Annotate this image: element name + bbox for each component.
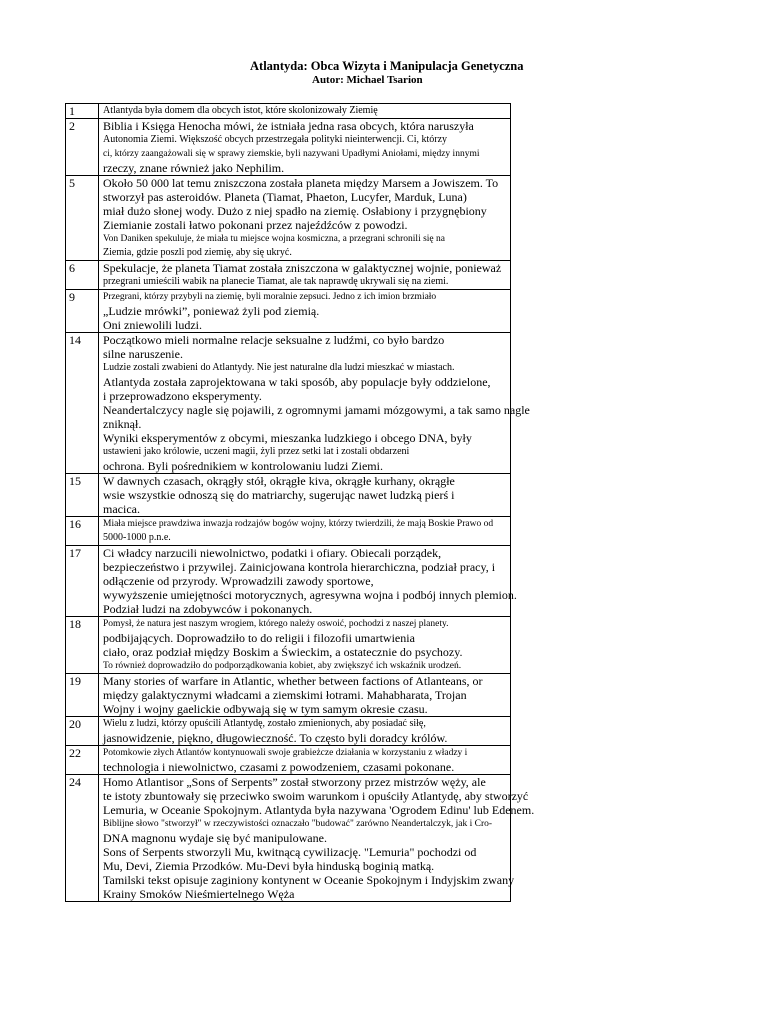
row-text-cell [99,290,511,333]
text-line: Ziemia, gdzie poszli pod ziemię, aby się ukryć. [103,247,292,258]
text-line: między galaktycznymi władcami a ziemskimi łotrami. Mahabharata, Trojan [103,688,467,702]
text-line: wsie wszystkie odnoszą się do matriarchy, sugerując nawet ludzką pierś i [103,488,455,502]
row-text-cell [99,674,511,717]
table-row [66,474,511,517]
row-number: 18 [66,617,99,674]
row-text-cell [99,617,511,674]
text-line: Spekulacje, że planeta Tiamat została zniszczona w galaktycznej wojnie, ponieważ [103,261,502,275]
table-row [66,333,511,474]
text-line: Neandertalczycy nagle się pojawili, z ogromnymi jamami mózgowymi, a tak samo nagle [103,403,530,417]
table-row [66,290,511,333]
text-line: Autonomia Ziemi. Większość obcych przestrzegała polityki nieinterwencji. Ci, którzy [103,134,448,145]
table-row [66,119,511,176]
text-line: Homo Atlantisor „Sons of Serpents” został stworzony przez mistrzów węży, ale [103,775,486,789]
table-row [66,546,511,617]
row-number: 9 [66,290,99,333]
row-number: 14 [66,333,99,474]
text-line: podbijających. Doprowadziło to do religii i filozofii umartwienia [103,631,415,645]
row-text-cell [99,333,530,474]
text-line: Ziemianie zostali łatwo pokonani przez najeźdźców z powodzi. [103,218,408,232]
table-row [66,775,511,902]
text-line: jasnowidzenie, piękno, długowieczność. To często byli doradcy królów. [103,731,448,745]
text-line: Von Daniken spekuluje, że miała tu miejsce wojna kosmiczna, a przegrani schronili się na [103,234,445,244]
text-line: W dawnych czasach, okrągły stół, okrągłe kiva, okrągłe kurhany, okrągłe [103,474,455,488]
row-number: 16 [66,517,99,546]
row-number: 5 [66,176,99,261]
text-line: 5000-1000 p.n.e. [103,532,171,543]
row-text-cell [99,104,511,119]
row-text-cell [99,775,535,902]
row-number: 6 [66,261,99,290]
row-text-cell [99,261,511,290]
text-line: Wielu z ludzi, którzy opuścili Atlantydę, zostało zmienionych, aby posiadać siłę, [103,718,426,729]
text-line: „Ludzie mrówki”, ponieważ żyli pod ziemią. [103,304,320,318]
text-line: DNA magnonu wydaje się być manipulowane. [103,831,327,845]
row-number: 19 [66,674,99,717]
text-line: silne naruszenie. [103,347,183,361]
text-line: Krainy Smoków Nieśmiertelnego Węża [103,887,295,901]
text-line: Oni zniewolili ludzi. [103,318,202,332]
text-line: Przegrani, którzy przybyli na ziemię, byli moralnie zepsuci. Jedno z ich imion brzmiało [103,292,437,302]
table-row [66,176,511,261]
row-number: 2 [66,119,99,176]
row-text-cell [99,717,511,746]
text-line: ochrona. Byli pośrednikiem w kontrolowaniu ludzi Ziemi. [103,459,383,473]
row-text-cell [99,746,511,775]
table-row [66,517,511,546]
row-text-cell [99,119,511,176]
text-line: zniknął. [103,417,142,431]
table-row [66,746,511,775]
row-number: 15 [66,474,99,517]
text-line: wywyższenie umiejętności motorycznych, agresywna wojna i podbój innych plemion. [103,588,517,602]
row-number: 20 [66,717,99,746]
table-row [66,104,511,119]
text-line: rzeczy, znane również jako Nephilim. [103,161,285,175]
text-line: ciało, oraz podział między Boskim a Świeckim, a ostatecznie do psychozy. [103,645,463,659]
text-line: Sons of Serpents stworzyli Mu, kwitnącą cywilizację. "Lemuria" pochodzi od [103,845,477,859]
text-line: Biblijne słowo "stworzył" w rzeczywistości oznaczało "budować" zarówno Neandertalczyk, jak i Cro- [103,819,493,829]
text-line: Mu, Devi, Ziemia Przodków. Mu-Devi była hinduską boginią matką. [103,859,435,873]
table-row [66,674,511,717]
text-line: technologia i niewolnictwo, czasami z powodzeniem, czasami pokonane. [103,760,455,774]
text-line: Many stories of warfare in Atlantic, whether between factions of Atlanteans, or [103,674,483,688]
row-number: 1 [66,104,99,119]
text-line: przegrani umieścili wabik na planecie Tiamat, ale tak naprawdę ukrywali się na ziemi. [103,276,449,287]
text-line: Biblia i Księga Henocha mówi, że istniała jedna rasa obcych, która naruszyła [103,119,474,133]
text-line: Wyniki eksperymentów z obcymi, mieszanka ludzkiego i obcego DNA, były [103,431,472,445]
text-line: To również doprowadziło do podporządkowania kobiet, aby zwiększyć ich wskaźnik urodzeń. [103,661,462,671]
row-text-cell [99,474,511,517]
document-author: Autor: Michael Tsarion [312,74,423,86]
row-number: 17 [66,546,99,617]
text-line: Początkowo mieli normalne relacje seksualne z ludźmi, co było bardzo [103,333,445,347]
text-line: Atlantyda była domem dla obcych istot, które skolonizowały Ziemię [103,105,378,116]
text-line: bezpieczeństwo i przywilej. Zainicjowana kontrola hierarchiczna, podział pracy, i [103,560,496,574]
text-line: Ludzie zostali zwabieni do Atlantydy. Nie jest naturalne dla ludzi mieszkać w miastach. [103,362,455,373]
text-line: Atlantyda została zaprojektowana w taki sposób, aby populacje były oddzielone, [103,375,491,389]
row-text-cell [99,517,511,546]
text-line: miał dużo słonej wody. Dużo z niej spadło na ziemię. Osłabiony i przygnębiony [103,204,487,218]
text-line: Około 50 000 lat temu zniszczona została planeta między Marsem a Jowiszem. To [103,176,499,190]
text-line: Wojny i wojny gaelickie odbywają się w tym samym okresie czasu. [103,702,428,716]
table-row [66,617,511,674]
text-line: odłączenie od przyrody. Wprowadzili zawody sportowe, [103,574,374,588]
text-line: te istoty zbuntowały się przeciwko swoim warunkom i opuściły Atlantydę, aby stworzyć [103,789,529,803]
table-row [66,717,511,746]
notes-table-body [66,104,535,902]
text-line: ustawieni jako królowie, uczeni magii, żyli przez setki lat i zostali obdarzeni [103,446,410,457]
document-title: Atlantyda: Obca Wizyta i Manipulacja Genetyczna [250,59,524,73]
text-line: Podział ludzi na zdobywców i pokonanych. [103,602,313,616]
text-line: Potomkowie złych Atlantów kontynuowali swoje grabieżcze działania w korzystaniu z władzy i [103,748,468,758]
text-line: ci, którzy zaangażowali się w sprawy ziemskie, byli nazywani Upadłymi Aniołami, między innymi [103,149,480,159]
row-text-cell [99,176,511,261]
text-line: Lemuria, w Oceanie Spokojnym. Atlantyda była nazywana 'Ogrodem Edinu' lub Edenem. [103,803,535,817]
text-line: Tamilski tekst opisuje zaginiony kontynent w Oceanie Spokojnym i Indyjskim zwany [103,873,515,887]
text-line: stworzył pas asteroidów. Planeta (Tiamat, Phaeton, Lucyfer, Marduk, Luna) [103,190,467,204]
text-line: Miała miejsce prawdziwa inwazja rodzajów bogów wojny, którzy twierdzili, że mają Boskie Prawo od [103,519,494,529]
text-line: macica. [103,502,140,516]
row-text-cell [99,546,517,617]
table-row [66,261,511,290]
text-line: i przeprowadzono eksperymenty. [103,389,262,403]
notes-table [65,103,535,902]
text-line: Ci władcy narzucili niewolnictwo, podatki i ofiary. Obiecali porządek, [103,546,442,560]
row-number: 24 [66,775,99,902]
row-number: 22 [66,746,99,775]
text-line: Pomysł, że natura jest naszym wrogiem, którego należy oswoić, pochodzi z naszej planety. [103,619,449,629]
